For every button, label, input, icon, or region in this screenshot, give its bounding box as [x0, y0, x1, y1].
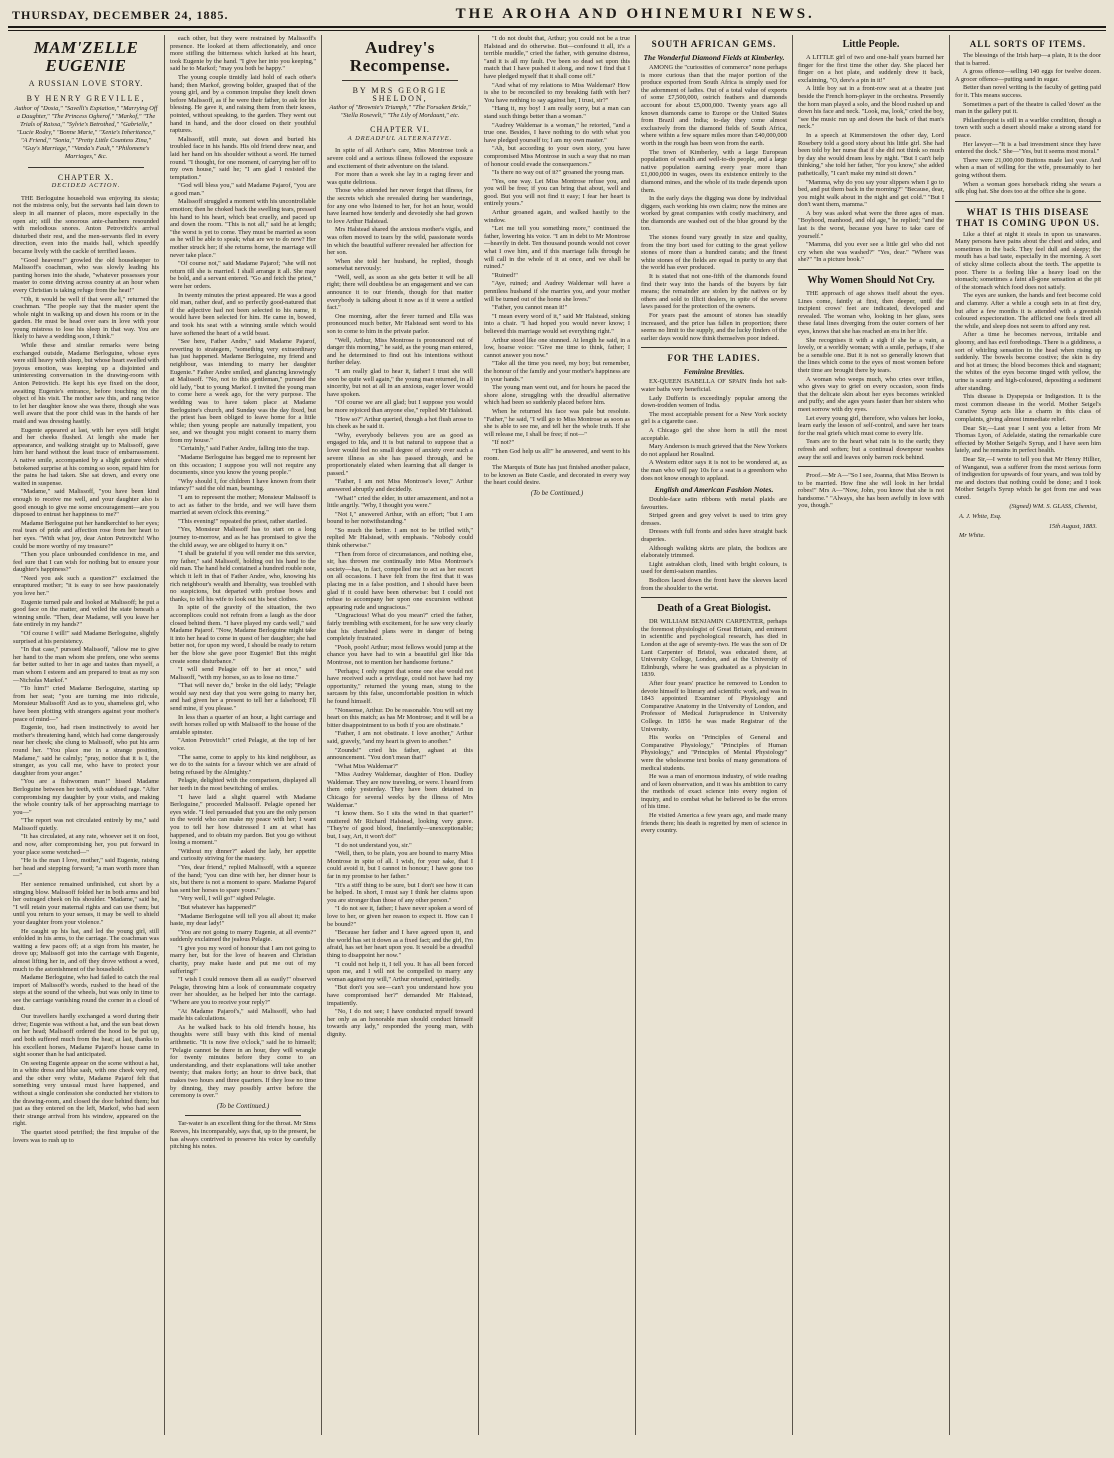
paragraph: "Well, Arthur, Miss Montrose is pronounced out of danger this morning," he said, as the young man entered, and he determined to find out his intentions without further delay.: [327, 336, 473, 367]
paragraph: "In that case," pursued Malissoff, "allow me to give her hand to the man whom she prefers, one who seems far better suited to her in age and tastes than myself, a man whom I esteem and am prepared to treat as my son—Nicholas Markof.": [13, 646, 159, 684]
paragraph: Mary Anderson is much grieved that the New Yorkers do not applaud her Rosalind.: [641, 443, 787, 458]
paragraph: EX-QUEEN ISABELLA OF SPAIN finds hot salt-water baths very beneficial.: [641, 378, 787, 393]
paragraph: "Need you ask such a question?" exclaimed the enraptured mother; "it is easy to see how passionately you love her.": [13, 574, 159, 598]
story-title: MAM'ZELLE EUGENIE: [33, 38, 139, 75]
paragraph: "Ungracious! What do you mean?" cried the father, fairly trembling with excitement, for he saw very clearly that his cherished plans were in danger of being completely frustrated.: [327, 612, 473, 643]
paragraph: "Not I," answered Arthur, with an effort; "but I am bound to her notwithstanding.": [327, 510, 473, 526]
little-people-heading: Little People.: [842, 39, 900, 50]
paragraph: "Without my dinner?" asked the lady, her appetite and curiosity striving for the mastery.: [170, 847, 316, 863]
paragraph: "Hang it, my boy! I am really sorry, but a man can stand such things better than a woman.": [484, 105, 630, 120]
paragraph: Dear Sir,—Last year I sent you a letter from Mr Thomas Lyon, of Adelaide, stating the remarkable cure effected by Mother Seigel's Syrup, and I have seen him lately, and he remains in perfect health.: [955, 424, 1101, 455]
paragraph: After four years' practice he removed to London to devote himself to literary and scientific work, and was in 1843 appointed Examiner of Physiology and Comparative Anatomy in the University of London, and Professor of Medical Jurisprudence in University College. In 1856 he was made Registrar of the University.: [641, 679, 787, 733]
paragraph: Eugenie, too, had risen instinctively to avoid her mother's threatening hand, which had come dangerously near her cheek; she clung to Malissoff, who put his arm round her. "You place me in a strange position, Madame," said he calmly; "pray, notice that it is I, the stranger, as you call me, who have to protect your daughter from your anger.": [13, 724, 159, 777]
paragraph: "I am really glad to hear it, father! I trust she will soon be quite well again," the young man returned, in all sincerity, but not at all in an anxious, eager lover would have spoken.: [327, 368, 473, 398]
paragraph: "So much the better. I am not to be trifled with," replied Mr Halstead, with emphasis. "Nobody could think otherwise.": [327, 526, 473, 550]
paragraph: "Father, I am not Miss Montrose's lover," Arthur answered abruptly and decidedly.: [327, 478, 473, 493]
paragraph: "At Madame Pajarof's," said Malissoff, who had made his calculations.: [170, 1007, 316, 1023]
paragraph: "Is there no way out of it?" groaned the young man.: [492, 169, 625, 177]
paragraph: "I will send Pelagie off to her at once," said Malissoff, "with my horses, so as to lose no time.": [170, 666, 316, 681]
paragraph: Malissoff struggled a moment with his uncontrollable emotion; then he choked back the swelling tears, pressed his hand to his heart, which beat cruelly, and paced up and down the room. "This is not all," said he at length; "the worst is yet to come. They must be married as soon as he will be able to speak; what are we to do now? Her mother struck her; if she returns home, the marriage will never take place.": [170, 198, 316, 259]
signature-glass: (Signed) WM. S. GLASS, Chemist,: [1009, 503, 1097, 511]
paragraph: "Ah, but according to your own story, you have compromised Miss Montrose in such a way that no man of honour could evade the consequences.": [484, 145, 630, 168]
items-body: [955, 52, 1101, 196]
paragraph: Pelagie, delighted with the comparison, displayed all her teeth in the most bewitching of smiles.: [170, 777, 316, 792]
gems-subheading: The Wonderful Diamond Fields at Kimberley.: [643, 53, 785, 62]
paragraph: Let every young girl, therefore, who values her looks, learn early the lesson of self-control, and save her tears for the real griefs which must come to every life.: [798, 414, 944, 437]
paragraph: The stones found vary greatly in size and quality, from the tiny bort used for cutting to the great yellow stones of more than a hundred carats; and the finest white stones of the fields are equal in purity to any that the world has ever produced.: [641, 234, 787, 272]
divider: [955, 201, 1101, 202]
chapter-subtitle: DECIDED ACTION.: [51, 182, 121, 190]
paragraph: "Then you place unbounded confidence in me, and feel sure that I can wish for nothing but to ensure your daughter's happiness?": [13, 551, 159, 574]
paragraph: When a woman goes horseback riding she wears a silk plug hat. She does too at the office she is gone.: [955, 180, 1101, 196]
tar-water-item: Tar-water is an excellent thing for the throat. Mr Sims Reeves, his incomparably, says that, up to the present, he has always contrived to preserve his voice by carefully pitching his notes.: [170, 1120, 316, 1151]
paragraph: A gross offence—selling 140 eggs for twelve dozen. A grocer offence—putting sand in sugar.: [955, 68, 1101, 83]
paragraph: "Take all the time you need, my boy; but remember, the honour of the family and your mother's happiness are in your hands.": [484, 360, 630, 383]
paragraph: Madame Berloguine put her handkerchief to her eyes; real tears of pride and affection rose from her heart to her eyes. "With what joy, dear Anton Petrovitch! Who could be more worthy of my treasure?": [13, 519, 159, 550]
paragraph: "But whatever has happened?": [178, 903, 257, 911]
paragraph: "Mamma, did you ever see a little girl who did not cry when she was washed?" "Yes, dear." "Where was she?" "In a picture book.": [798, 241, 944, 264]
paragraph: "You are not going to marry Eugenie, at all events?" suddenly exclaimed the jealous Pelagie.: [170, 928, 316, 944]
issue-date: THURSDAY, DECEMBER 24, 1885.: [12, 8, 229, 22]
paragraph: "The report was not circulated entirely by me," said Malissoff quietly.: [13, 817, 159, 832]
paragraph: The quartet stood petrified; the first impulse of the lovers was to rush up to: [13, 1129, 159, 1144]
paragraph: "God will bless you," said Madame Pajarof, "you are a good man.": [170, 182, 316, 197]
paragraph: "Yes, dear friend," replied Malissoff, with a squeeze of the hand; "you can dine with her, her dinner hour is six, but there is not a moment to spare. Madame Pajarof has sent her horses to spare yours.": [170, 863, 316, 894]
items-heading: ALL SORTS OF ITEMS.: [969, 39, 1087, 49]
paragraph: "How so?" Arthur queried, though a hot flush arose to his cheek as he said it.: [327, 415, 473, 431]
serial-title: Audrey's Recompense.: [349, 38, 451, 75]
paragraph: In spite of the gravity of the situation, the two accomplices could not refrain from a laugh as the door closed behind them. "I have played my cards well," said Madame Pajarof. "Now, Madame Berloguine might take it into her head to come in quest of her daughter; she had better not, for upon my word, I should be ready to return her the blow she gave poor Eugenie! But this might create some disturbance.": [170, 604, 316, 665]
paragraph: "Anton Petrovitch!" cried Pelagie, at the top of her voice.: [170, 737, 316, 753]
paragraph: "That will never do," broke in the old lady; "Pelagie would say next day that you were going to marry her, and had given her a present to tell her a falsehood; I'll send mine, if you please.": [170, 682, 316, 713]
ladies-body: [641, 378, 787, 482]
serial-chapter-subtitle: A DREADFUL ALTERNATIVE.: [347, 134, 453, 142]
paragraph: "I do not understand you, sir.": [335, 841, 412, 849]
paragraph: Light astrakhan cloth, lined with bright colours, is used for demi-saison mantles.: [641, 560, 787, 576]
biologist-body: [641, 618, 787, 835]
paragraph: For years past the amount of stones has steadily increased, and the price has fallen in proportion; there seems no limit to the supply, and the lucky finders of the earlier days would now think themselves poor indeed.: [641, 312, 787, 342]
addressee-white-2: Mr White.: [959, 532, 985, 540]
paragraph: "Of course we are all glad; but I suppose you would be more rejoiced than anyone else," replied Mr Halstead.: [327, 399, 473, 414]
paragraph: "Pooh, pooh! Arthur; most fellows would jump at the chance you have had to win a beautiful girl like Ida Montrose, not to mention her handsome fortune.": [327, 643, 473, 666]
story-byline: BY HENRY GREVILLE,: [26, 94, 146, 103]
paragraph: A Chicago girl the shoe horn is still the most acceptable.: [641, 426, 787, 442]
paragraph: A LITTLE girl of two and one-half years burned her finger for the first time the other day. She placed her finger on a hot plate, and suddenly drew it back, exclaiming, "O, dere's a pin in it!": [798, 54, 944, 84]
story-body-continued: [170, 35, 316, 1100]
paragraph: A boy was asked what were the three ages of man. "Boyhood, manhood, and old age," he replied; "and the last is the worst, because you have to take care of yourself.": [798, 209, 944, 240]
serial-credit: Author of "Brownie's Triumph," "The Forsaken Bride," "Stella Rosevelt," "The Lily of Mordaunt," etc.: [329, 104, 471, 120]
paragraph: "Audrey Waldemar is a woman," he retorted, "and a true one. Besides, I have nothing to do with what you have pledged yourself to; I am my own master.": [484, 121, 630, 144]
paragraph: "Father, you cannot mean it!": [492, 304, 568, 312]
paragraph: DR WILLIAM BENJAMIN CARPENTER, perhaps the foremost physiologist of Great Britain, and eminent in scientific and psychological research, has died in London at the age of seventy-two. He was the son of Dr Lant Carpenter of Bristol, was educated there, at University College, London, and at the University of Edinburgh, where he was graduated as a physician in 1839.: [641, 618, 787, 679]
column-5: [636, 35, 793, 1435]
divider: [185, 1115, 302, 1116]
paragraph: "It has circulated, at any rate, whoever set it on foot, and now, after compromising her, you put forward in your place some wretched—": [13, 833, 159, 856]
paragraph: Madame Berloguine, who had failed to catch the real import of Malissoff's words, rushed to the head of the steps at the sound of the wheels, but was only in time to see the carriage vanishing round the corner in a cloud of dust.: [13, 974, 159, 1012]
masthead: [8, 6, 1106, 28]
paragraph: There were 21,000,000 Buttons made last year. And when a man of willing for the wife, presumably to her going without them.: [955, 156, 1101, 179]
paragraph: "Ruined!": [492, 271, 518, 279]
divider: [798, 466, 944, 467]
paragraph: "The same, come to apply to his kind neighbour, as we do to the saints for a favour which we are afraid of being refused by the Almighty.": [170, 753, 316, 776]
paragraph: The Marquis of Bute has just finished another palace, to be known as Bute Castle, and decorated in every way the heart could desire.: [484, 464, 630, 487]
paragraph: "I mean every word of it," said Mr Halstead, sinking into a chair. "I had hoped you would never know; I believed this marriage would set everything right.": [484, 312, 630, 335]
paragraph: Sometimes a part of the theatre is called 'down' as the man in the gallery put it.: [955, 100, 1101, 116]
story-credit: Author of "Dosia," "Savelli's Expiation," "Marrying Off a Daughter," "The Princess Ogherof," "Markof," "The Trials of Raissa," "Sylvie's Betrothed," "Gabrielle," "Lucie Rodey," "Bonne Marie," "Xenie's Inheritance," "A Friend," "Sonia," "Pretty Little Countess Zina," "Guy's Marriage," "Vanda's Fault," "Philomene's Marriages," &c.: [14, 104, 158, 160]
paragraph: When she told her husband, he replied, though somewhat nervously:: [327, 257, 473, 273]
paragraph: The blessings of the Irish harp—a plain, It is the door that is barred.: [955, 52, 1101, 67]
paragraph: After a time he becomes nervous, irritable and gloomy, and has evil forebodings. There is a giddiness, a sort of whirling sensation in the head when rising up suddenly. The bowels become costive; the skin is dry and hot at times; the blood becomes thick and stagnant; the whites of the eyes become tinged with yellow, the urine is scanty and high-coloured, depositing a sediment after standing.: [955, 331, 1101, 392]
paragraph: Although walking skirts are plain, the bodices are elaborately trimmed.: [641, 544, 787, 560]
column-2: [165, 35, 322, 1435]
paragraph: Arthur stood like one stunned. At length he said, in a low, hoarse voice: "Give me time to think, father; I cannot answer you now.": [484, 336, 630, 359]
paragraph: In twenty minutes the priest appeared. He was a good old man, rather deaf, and so perfectly good-natured that if the adjective had not been selected to his name, it would have been selected for him. He came in, bowed, and took his seat with a winning smile which would have softened the heart of a wild beast.: [170, 291, 316, 337]
paragraph: "Miss Audrey Waldemar, daughter of Hon. Dudley Waldemar. They are now traveling, or were. I heard from them only yesterday. They have been detained in Chicago for several weeks by the illness of Mrs Waldemar.": [327, 771, 473, 809]
paragraph: "He is the man I love, mother," said Eugenie, raising her head and stepping forward; "a man worth more than—": [13, 857, 159, 880]
paragraph: Striped green and grey velvet is used to trim grey dresses.: [641, 512, 787, 527]
paragraph: "See here, Father Andre," said Madame Pajarof, reverting to strategem, "something very extraordinary has just happened. Madame Berloguine, my friend and neighbour, was intending to marry her daughter Eugenie." Father Andre smiled, and glancing knowingly at Malissoff. "No, not to this gentleman," pursued the old lady, "but to young Markof. I invited the young man to come here a week ago, for the very purpose. The wedding was to have taken place at Madame Berloguine's church, and Sunday was the day fixed, but the priest has been obliged to leave home for a little while; then young people are naturally impatient, you see, and we thought you might consent to marry them from my house.": [170, 338, 316, 444]
paragraph: "This evening!" repeated the priest, rather startled.: [178, 517, 308, 525]
paragraph: A woman who weeps much, who cries over trifles, who gives way to grief on every occasion, soon finds that the delicate skin about her eyes becomes wrinkled and puffy; and she ages years faster than her sisters who meet sorrow with dry eyes.: [798, 375, 944, 413]
paragraph: She recognises it with a sigh if she be a vain, a lovely, or a worldly woman; with a smile, perhaps, if she be a sensible one. But it is not so generally known that the lines which come to the eyes of most women before their time are brought there by tears.: [798, 336, 944, 374]
paragraph: "Well, well, as soon as she gets better it will be all right; there will doubtless be an engagement and we can announce it to our friends, though for that matter everybody is talking about it now as if it were a settled fact.": [327, 273, 473, 312]
paragraph: "No, I do not see; I have conducted myself toward her only as an honorable man should conduct himself towards any lady," responded the young man, with dignity.: [327, 1008, 473, 1038]
why-women-heading: Why Women Should Not Cry.: [807, 275, 935, 287]
ladies-heading: FOR THE LADIES.: [667, 353, 761, 364]
paragraph: Those who attended her never forgot that illness, for the secrets which she revealed during her wanderings, for any one who listened to her, for hot an hour, would have learned how tenderly and devotedly she had grown to love Arthur Halstead.: [327, 187, 473, 225]
paragraph: Tears are to the heart what rain is to the earth; they refresh and soften; but a continual downpour washes away the soil and leaves only barren rock behind.: [798, 438, 944, 461]
why-women-body: [798, 290, 944, 461]
paragraph: "Oh, it would be well if that were all," returned the coachman. "The people say that the master spent the whole night in walking up and down his room or in the garden. He must be head over ears in love with your young mistress to lose his sleep in that way. You are likely to have a wedding soon, I think.": [13, 295, 159, 341]
paragraph: He visited America a few years ago, and made many friends there; his death is regretted by men of science in every country.: [641, 812, 787, 835]
paragraph: "Nonsense, Arthur. Do be reasonable. You will set my heart on this match; as has Mr Montrose; and it will be a bitter disappointment to us both if you are obstinate.": [327, 706, 473, 729]
paragraph: "And what of my relations to Miss Waldemar? How is she to be reconciled to my breaking faith with her? You have nothing to say against her, I trust, sir?": [484, 81, 630, 104]
paragraph: Our travellers hardly exchanged a word during their drive; Eugenie was without a hat, and the sun beat down on her head; Malissoff ordered the hood to be put up, and both suffered much from the heat; at last, thanks to his excellent horses, Madame Pajarof's house came in sight sooner than he had anticipated.: [13, 1013, 159, 1059]
paragraph: The most acceptable present for a New York society girl is a cigarette case.: [641, 410, 787, 426]
gems-heading: SOUTH AFRICAN GEMS.: [651, 39, 777, 49]
paragraph: "Because her father and I have agreed upon it, and the world has set it down as a fixed fact; and the girl, I'm afraid, has set her heart upon you. It would be a dreadful thing to disappoint her now.": [327, 929, 473, 959]
paragraph: While these and similar remarks were being exchanged outside, Madame Berloguine, whose eyes were still heavy with sleep, but whose heart swelled with joyous emotion, was keeping up a disjointed and uninteresting conversation in the drawing-room with Anton Petrovitch. He kept his eye fixed on the door, awaiting Eugenie's entrance, before touching on the object of his visit. The mother saw this, and rang twice to let her daughter know she was there, though she was well aware that the poor child was in the hands of her maid and was dressing hastily.: [13, 342, 159, 425]
paragraph: "Of course I will!" said Madame Berloguine, slightly surprised at his persistency.: [13, 630, 159, 645]
paragraph: "Why should I, for children I have known from their infancy!" said the old man, beaming.: [170, 477, 316, 493]
paragraph: A Western editor says it is not to be wondered at, as the man who will pay 10s for a seat is a greenhorn who does not know enough to applaud.: [641, 459, 787, 482]
paragraph: In less than a quarter of an hour, a light carriage and swift horses rolled up with Malissoff to the house of the amiable spinster.: [170, 713, 316, 736]
paragraph: One morning, after the fever turned and Ella was pronounced much better, Mr Halstead sent word to his son to come to him in the private parlor.: [327, 312, 473, 336]
paragraph: As he walked back to his old friend's house, his thoughts were still busy with this kind of mental arithmetic. "It is now five o'clock," said he to himself; "Pelagie cannot be there in an hour, they will wrangle for twenty minutes before they come to an understanding, and their explanations will take another twenty; that makes forty; an hour to drive back, that makes two hours and three quarters. If they lose no time by dinning, they may possibly arrive before the ceremony is over.": [170, 1023, 316, 1100]
divider: [28, 167, 145, 168]
paragraph: "You are a fishwomen man!" hissed Madame Berloguine between her teeth, with subdued rage. "After compromising my daughter by your visits, and making the whole country talk of her approaching marriage to you—": [13, 778, 159, 816]
to-be-continued: (To be Continued.): [216, 1101, 270, 1110]
serial-to-be-continued: (To be Continued.): [530, 488, 584, 497]
columns: [8, 35, 1106, 1435]
paragraph: Dear Sir,—I wrote to tell you that Mr Henry Hillier, of Wanganui, was a sufferer from the most serious form of indigestion for upwards of four years, and was told by me and doctors that nothing could be done; and I took Mother Seigel's Syrup which he got from me and was cured.: [955, 455, 1101, 501]
paragraph: "What!" cried the elder, in utter amazement, and not a little angrily. "Why, I thought you were.": [327, 494, 473, 510]
paragraph: "Aye, ruined; and Audrey Waldemar will have a penniless husband if she marries you, and your mother will be turned out of the home she loves.": [484, 280, 630, 303]
paragraph: "I have laid a slight quarrel with Madame Berloguine," proceeded Malissoff. Pelagie opened her eyes wide. "I feel persuaded that you are the only person in the world who can make my peace with her; I want you to tell her how distressed I am at what has happened, and to obtain my pardon. But you go without losing a moment.": [170, 793, 316, 847]
paragraph: "Then God help us all!" he answered, and went to his room.: [484, 447, 630, 463]
paragraph: Eugenie appeared at last, with her eyes still bright and her cheeks flushed. At length she made her appearance, and walking straight up to Malissoff, gave him her hand without the least trace of embarrassment. A native smile, accompanied by a slight gesture which betokened surprise at his coming so soon, repaid him for the pains he had taken. She sat down, and every one waited in suspense.: [13, 426, 159, 487]
paragraph: Lady Dufferin is exceedingly popular among the down-trodden women of India.: [641, 394, 787, 410]
divider: [641, 597, 787, 598]
paragraph: "I shall be grateful if you will render me this service, my father," said Malissoff, holding out his hand to the old man. The hand held contained a hundred rouble note, which it left in that of Father Andre, who, knowing his rich neighbour's wealth and liberality, was troubled with no suspicions, but departed with profuse bows and thanks, to tell his wife to look out his best clothes.: [170, 550, 316, 603]
paragraph: It is stated that not one-fifth of the diamonds found find their way into the hands of the buyers by fair means; the remainder are stolen by the natives or by others and sold to illicit dealers, in spite of the severe laws passed for the protection of the owners.: [641, 273, 787, 311]
paragraph: A little boy sat in a front-row seat at a theatre just beside the French horn-player in the orchestra. Presently the horn man played a solo, and the blood rushed up and down his face and neck. "Look, ma, look," cried the boy, "see the music run up and down the back of that man's neck.": [798, 85, 944, 131]
disease-body: [955, 231, 1101, 502]
column-1: [8, 35, 165, 1435]
paragraph: Bodices laced down the front have the sleeves laced from the shoulder to the wrist.: [641, 577, 787, 592]
paragraph: "It's a stiff thing to be sure, but I don't see how it can be helped. In short, I must say I think her claims upon you are stronger than those of any other person.": [327, 881, 473, 904]
paragraph: "If not?": [492, 439, 515, 447]
divider: [798, 269, 944, 270]
paragraph: "Very well, I will go!" sighed Pelagie.: [178, 895, 276, 903]
paragraph: THE Berloguine household was enjoying its siesta; not the mistress only, but the servants had lain down to sleep in all manner of places, more especially in the open air; still the sonorous ante-chambers resounded with melodious snores. Anton Petrovitch's arrival disturbed their rest, and the men-servants fled in every direction, even into the maids hall, which speedily became lively with the cackle of terrified lasses.: [13, 194, 159, 255]
paragraph: "Yes, Monsieur Malissoff has to start on a long journey to-morrow, and as he has promised to give the the child away, we are obliged to hurry it on.": [170, 526, 316, 549]
gems-body: [641, 64, 787, 342]
paragraph: The young couple timidly laid hold of each other's hand; then Markof, growing bolder, grasped that of the young girl, and by a common impulse they knelt down before Malissoff, as if he were their father, to ask for his blessing. He gave it, and raising them from their knees, pointed, without speaking, to the garden. They went out hand in hand, and the door closed on their youthful raptures.: [170, 73, 316, 135]
serial-chapter: CHAPTER VI.: [370, 125, 430, 135]
little-people-body: [798, 54, 944, 264]
chapter-heading: CHAPTER X.: [57, 172, 115, 182]
paragraph: The young man went out, and for hours he paced the shore alone, struggling with the dreadful alternative which had been so suddenly placed before him.: [484, 384, 630, 407]
paragraph: "Madame," said Malissoff, "you have been kind enough to receive me well, and your daughter also is good enough to give me some encouragement—are you disposed to entrust her happiness to me?": [13, 488, 159, 519]
paragraph: The town of Kimberley, with a large European population of wealth and well-to-do people, and a large native population earning every year more than £1,000,000 in wages, owes its existence entirely to the diamond mines, and the whole of its trade depends upon them.: [641, 148, 787, 194]
paragraph: "I wish I could remove them all as easily!" observed Pelagie, throwing him a look of consummate coquetry over her shoulder, as he helped her into the carriage. "Where are you to receive your reply?": [170, 976, 316, 1007]
proof-item: Proof.—Mr A—"So I see, Joanna, that Miss Brown is to be married. How fine she will look in her bridal robes!" Mrs A—"Now, John, you know that she is not handsome." "Always, she has been awfully in love with you, though.": [798, 472, 944, 510]
paragraph: "But don't you see—can't you understand how you have compromised her?" demanded Mr Halstead, impatiently.: [327, 984, 473, 1007]
paragraph: "Good heavens!" growled the old housekeeper to Malissoff's coachman, who was slowly leading his panting horses into the shade, "whatever possesses your master to come driving across country at an hour when every Christian is taking refuge from the heat!": [13, 256, 159, 294]
paragraph: "Mamma, why do you say your slippers when I go to bed, and put them back in the morning?" "Because, dear, you might walk about in the night and get cold." "But I don't want them, mamma.": [798, 178, 944, 209]
paragraph: "I could not help it, I tell you. It has all been forced upon me, and I will not be compelled to marry any woman against my will," Arthur returned, spiritedly.: [327, 960, 473, 983]
disease-heading: WHAT IS THIS DISEASE THAT IS COMING UPON US.: [956, 206, 1100, 228]
fashion-heading: English and American Fashion Notes.: [654, 485, 774, 495]
letter-date: 15th August, 1883.: [1048, 522, 1097, 530]
paragraph: "Certainly," said Father Andre, falling into the trap.: [178, 445, 310, 453]
paragraph: "Let me tell you something more," continued the father, lowering his voice. "I am in debt to Mr Montrose—heavily in debt. Ten thousand pounds would not cover what I owe him, and if this marriage falls through he will call in the whole of it at once, and we shall be ruined.": [484, 225, 630, 271]
paragraph: In the early days the digging was done by individual diggers, each working his own claim; now the mines are worked by great companies with costly machinery, and the diamonds are washed out of the blue ground by the ton.: [641, 195, 787, 233]
paragraph: Double-face satin ribbons with metal plaids are favourites.: [641, 496, 787, 511]
paragraph: "Yes, one way. Let Miss Montrose refuse you, and you will be free; if you can bring that about, well and good. But you will not find it easy; I fear her heart is entirely yours.": [484, 177, 630, 208]
paragraph: THE approach of age shows itself about the eyes. Lines come, faintly at first, then deeper, until the incipient crows' feet are indicated, developed and revealed. The woman who, looking in her glass, sees these fatal lines diverging from the outer corners of her eyes, knows that she has reached an era in her life.: [798, 290, 944, 335]
paragraph: Malissoff, still mute, sat down and buried his troubled face in his hands. His old friend drew near, and laid her hand on his shoulder without a word. He turned round. "I thought, for one moment, of carrying her off to my own house," said he; "I am glad I resisted the temptation.": [170, 135, 316, 181]
paragraph: "Zounds!" cried his father, aghast at this announcement. "You don't mean that!": [327, 746, 473, 762]
serial-body: [327, 147, 473, 1038]
paragraph: Mrs Halstead shared the anxious mother's vigils, and was often moved to tears by the wild, passionate words in which the beautiful sufferer revealed her affection for her son.: [327, 226, 473, 257]
column-3: [322, 35, 479, 1435]
paragraph: "Of course not," said Madame Pajarof; "she will not return till she is married. I shall arrange it all. She may be bold, and a servant entered. "Go and fetch the priest," were her orders.: [170, 260, 316, 290]
paragraph: Philanthropist is still in a warlike condition, though a town with such a desert should make a strong stand for peace.: [955, 116, 1101, 139]
paragraph: "Madame Berloguine will tell you all about it; make haste, my dear lady!": [170, 912, 316, 928]
paragraph: Like a thief at night it steals in upon us unawares. Many persons have pains about the chest and sides, and sometimes in the back. They feel dull and sleepy; the mouth has a bad taste, especially in the morning. A sort of sticky slime collects about the teeth. The appetite is poor. There is a feeling like a heavy load on the stomach; sometimes a faint all-gone sensation at the pit of the stomach which food does not satisfy.: [955, 230, 1101, 291]
biologist-heading: Death of a Great Biologist.: [657, 603, 771, 615]
divider: [641, 347, 787, 348]
paragraph: "Well, then, to be plain, you are bound to marry Miss Montrose in spite of all. I wish, for your sake, that I could avoid it, but I cannot in honour; I have gone too far in my promise to her father.": [327, 850, 473, 880]
paragraph: His works on "Principles of General and Comparative Physiology," "Principles of Human Physiology," and "Principles of Mental Physiology" were the wholesome text books of many generations of medical students.: [641, 734, 787, 772]
paragraph: "Father, I am not obstinate. I love another," Arthur said, gravely, "and my heart is given to another.": [327, 730, 473, 745]
paragraph: "I do not doubt that, Arthur; you could not be a true Halstead and do otherwise. But—confound it all, it's a terrible muddle," cried the father, with genuine distress, "and it is all my fault. I've been so dead set upon this match that I have pushed it along, and now I find that I have pledged myself that it shall come off.": [484, 35, 630, 80]
paragraph: each other, but they were restrained by Malissoff's presence. He looked at them affectionately, and once more stifling the bitterness which lurked at his heart, took Eugenie by the hand. "I give her into you keeping," said he to Markof; "may you both be happy.": [170, 35, 316, 73]
ladies-subheading: Feminine Brevities.: [683, 367, 745, 377]
column-6: [793, 35, 950, 1435]
paragraph: On seeing Eugenie appear on the scene without a hat, in a white dress and blue sash, with one cheek very red, and the other very white, Madame Pajarof felt that something very unusual must have happened, and without a single confession she conducted her visitors to the drawing-room, and closed the door behind them; but just as they entered on the left, Markof, who had seen their strange arrival from his window, appeared on the right.: [13, 1059, 159, 1128]
paragraph: Eugenie turned pale and looked at Malissoff; he put a good face on the matter, and veiled the state beneath a winning smile. "Then, dear Madame, will you leave her fate entirely in my hands?": [13, 598, 159, 629]
paragraph: "I am to represent the mother; Monsieur Malissoff is to act as father to the bride, and we will have them married at seven o'clock this evening.": [170, 494, 316, 517]
paragraph: Her lawyer—"It is a bad investment since they have entered the dock." She—"Yes, but it seems most moral.": [955, 140, 1101, 156]
paragraph: He caught up his hat, and led the young girl, still enfolded in his arms, to the carriage. The coachman was waiting a few paces off; at a sign from his master, he drove up; Malissoff got into the carriage with Eugenie, almost lifting her in, and off they drove without a word, much to the astonishment of the household.: [13, 927, 159, 973]
paragraph: In spite of all Arthur's care, Miss Montrose took a severe cold and a serious illness followed the exposure and excitement of their adventure on the island.: [327, 147, 473, 170]
paragraph: When he returned his face was pale but resolute. "Father," he said, "I will go to Miss Montrose as soon as she is able to see me, and tell her the whole truth. If she will release me, I shall be free; if not—": [484, 407, 630, 438]
story-body: [13, 195, 159, 1144]
addressee-white: A. J. White, Esq.: [959, 513, 1002, 521]
paragraph: "To him!" cried Madame Berloguine, starting up from her seat; "you are turning me into ridicule, Monsieur Malissoff! And as to you, shameless girl, who have been plotting with strangers against your mother's peace of mind—": [13, 685, 159, 723]
paragraph: This disease is Dyspepsia or Indigestion. It is the most common disease in the world. Mother Seigel's Curative Syrup acts like a charm in this class of complaints, giving almost immediate relief.: [955, 393, 1101, 423]
paragraph: Better than novel writing is the faculty of getting paid for it. This means success.: [955, 84, 1101, 99]
paragraph: In a speech at Kimmerstown the other day, Lord Rosebery told a good story about his little girl. She had been told by her nurse that if she did not think so much by day she would dream less by night. "But I can't help thinking," she told her father, "for you know," she added pathetically, "I can't make my mind sit down.": [798, 131, 944, 177]
column-4: [479, 35, 636, 1435]
paragraph: "I give you my word of honour that I am not going to marry her, but for the love of heaven and Christian charity, pray make haste and put me out of my suffering!": [170, 944, 316, 975]
paragraph: The eyes are sunken, the hands and feet become cold and clammy. After a while a cough sets in at first dry, but after a few months it is attended with a greenish coloured expectoration. The afflicted one feels tired all the while, and sleep does not seem to afford any rest.: [955, 292, 1101, 330]
fashion-body: [641, 496, 787, 592]
masthead-rule: [8, 30, 1106, 31]
paragraph: Dresses with full fronts and sides have straight back draperies.: [641, 528, 787, 544]
divider: [342, 80, 459, 81]
paragraph: "What Miss Waldemar?": [335, 762, 399, 770]
newspaper-title: THE AROHA AND OHINEMURI NEWS.: [455, 6, 815, 22]
paragraph: "Madame Berloguine has begged me to represent her on this occasion; I suppose you will not require any documents, since you know the young people.": [170, 454, 316, 477]
serial-byline: BY MRS GEORGIE SHELDON,: [352, 86, 448, 103]
paragraph: "I do not see it, father; I have never spoken a word of love to her, or given her reason to expect it. How can I be bound?": [327, 905, 473, 928]
paragraph: "Perhaps; I only regret that some one else would not have received such a privilege, could not have had my opportunity," returned the young man, stung to the sarcasm by this false, uncomfortable position in which he found himself.: [327, 667, 473, 705]
paragraph: Arthur groaned again, and walked hastily to the window.: [484, 209, 630, 224]
column-7: [950, 35, 1106, 1435]
paragraph: For more than a week she lay in a raging fever and was quite delirious.: [327, 171, 473, 186]
paragraph: AMONG the "curiosities of commerce" none perhaps is more curious than that the major portion of the produce exported from South Africa is simply used for the adornment of ladies. Out of a total value of exports of some £7,500,000, ostrich feathers and diamonds account for about £5,000,000. Twenty years ago all known diamonds came to Europe or the United States from Brazil and India; to-day they come almost exclusively from the diamond fields of South Africa, where within a few square miles more than £40,000,000 worth in the rough has been won from the earth.: [641, 64, 787, 147]
paragraph: "I know them. So I sits the wind in that quarter!" muttered Mr Richard Halstead, looking very grave. "They're of good blood, finefamily—unexceptionable; but, I say, Art, it won't do!": [327, 810, 473, 841]
paragraph: "Then from force of circumstances, and nothing else, sir, has thrown me continually into Miss Montrose's society—has, in fact, compelled me to act as her escort on all occasions. I have felt from the first that it was placing me in a false position, and I should have been glad if it could have been otherwise: but I could not refuse to accompany her upon one excursion without appearing rude and ungracious.": [327, 550, 473, 611]
paragraph: Her sentence remained unfinished, cut short by a stinging blow. Malissoff folded her in both arms and bid her outraged cheek on his shoulder. "Madame," said he, "I will retain your maternal rights and can use them; but until you return to your senses, it may be well to shield your daughter from your violence.": [13, 881, 159, 926]
paragraph: He was a man of enormous industry, of wide reading and of keen observation, and it was his ambition to carry the methods of exact science into every region of inquiry, and to combat what he believed to be the errors of his time.: [641, 773, 787, 811]
story-subtitle: A RUSSIAN LOVE STORY.: [28, 79, 144, 88]
serial-body-continued: [484, 35, 630, 487]
paragraph: "Why, everybody believes you are as good as engaged to Ida, and it is but natural to suppose that a lover would feel no small degree of anxiety over such a severe illness as she has passed through, and be proportionately elated when learning that all danger is passed.": [327, 431, 473, 477]
